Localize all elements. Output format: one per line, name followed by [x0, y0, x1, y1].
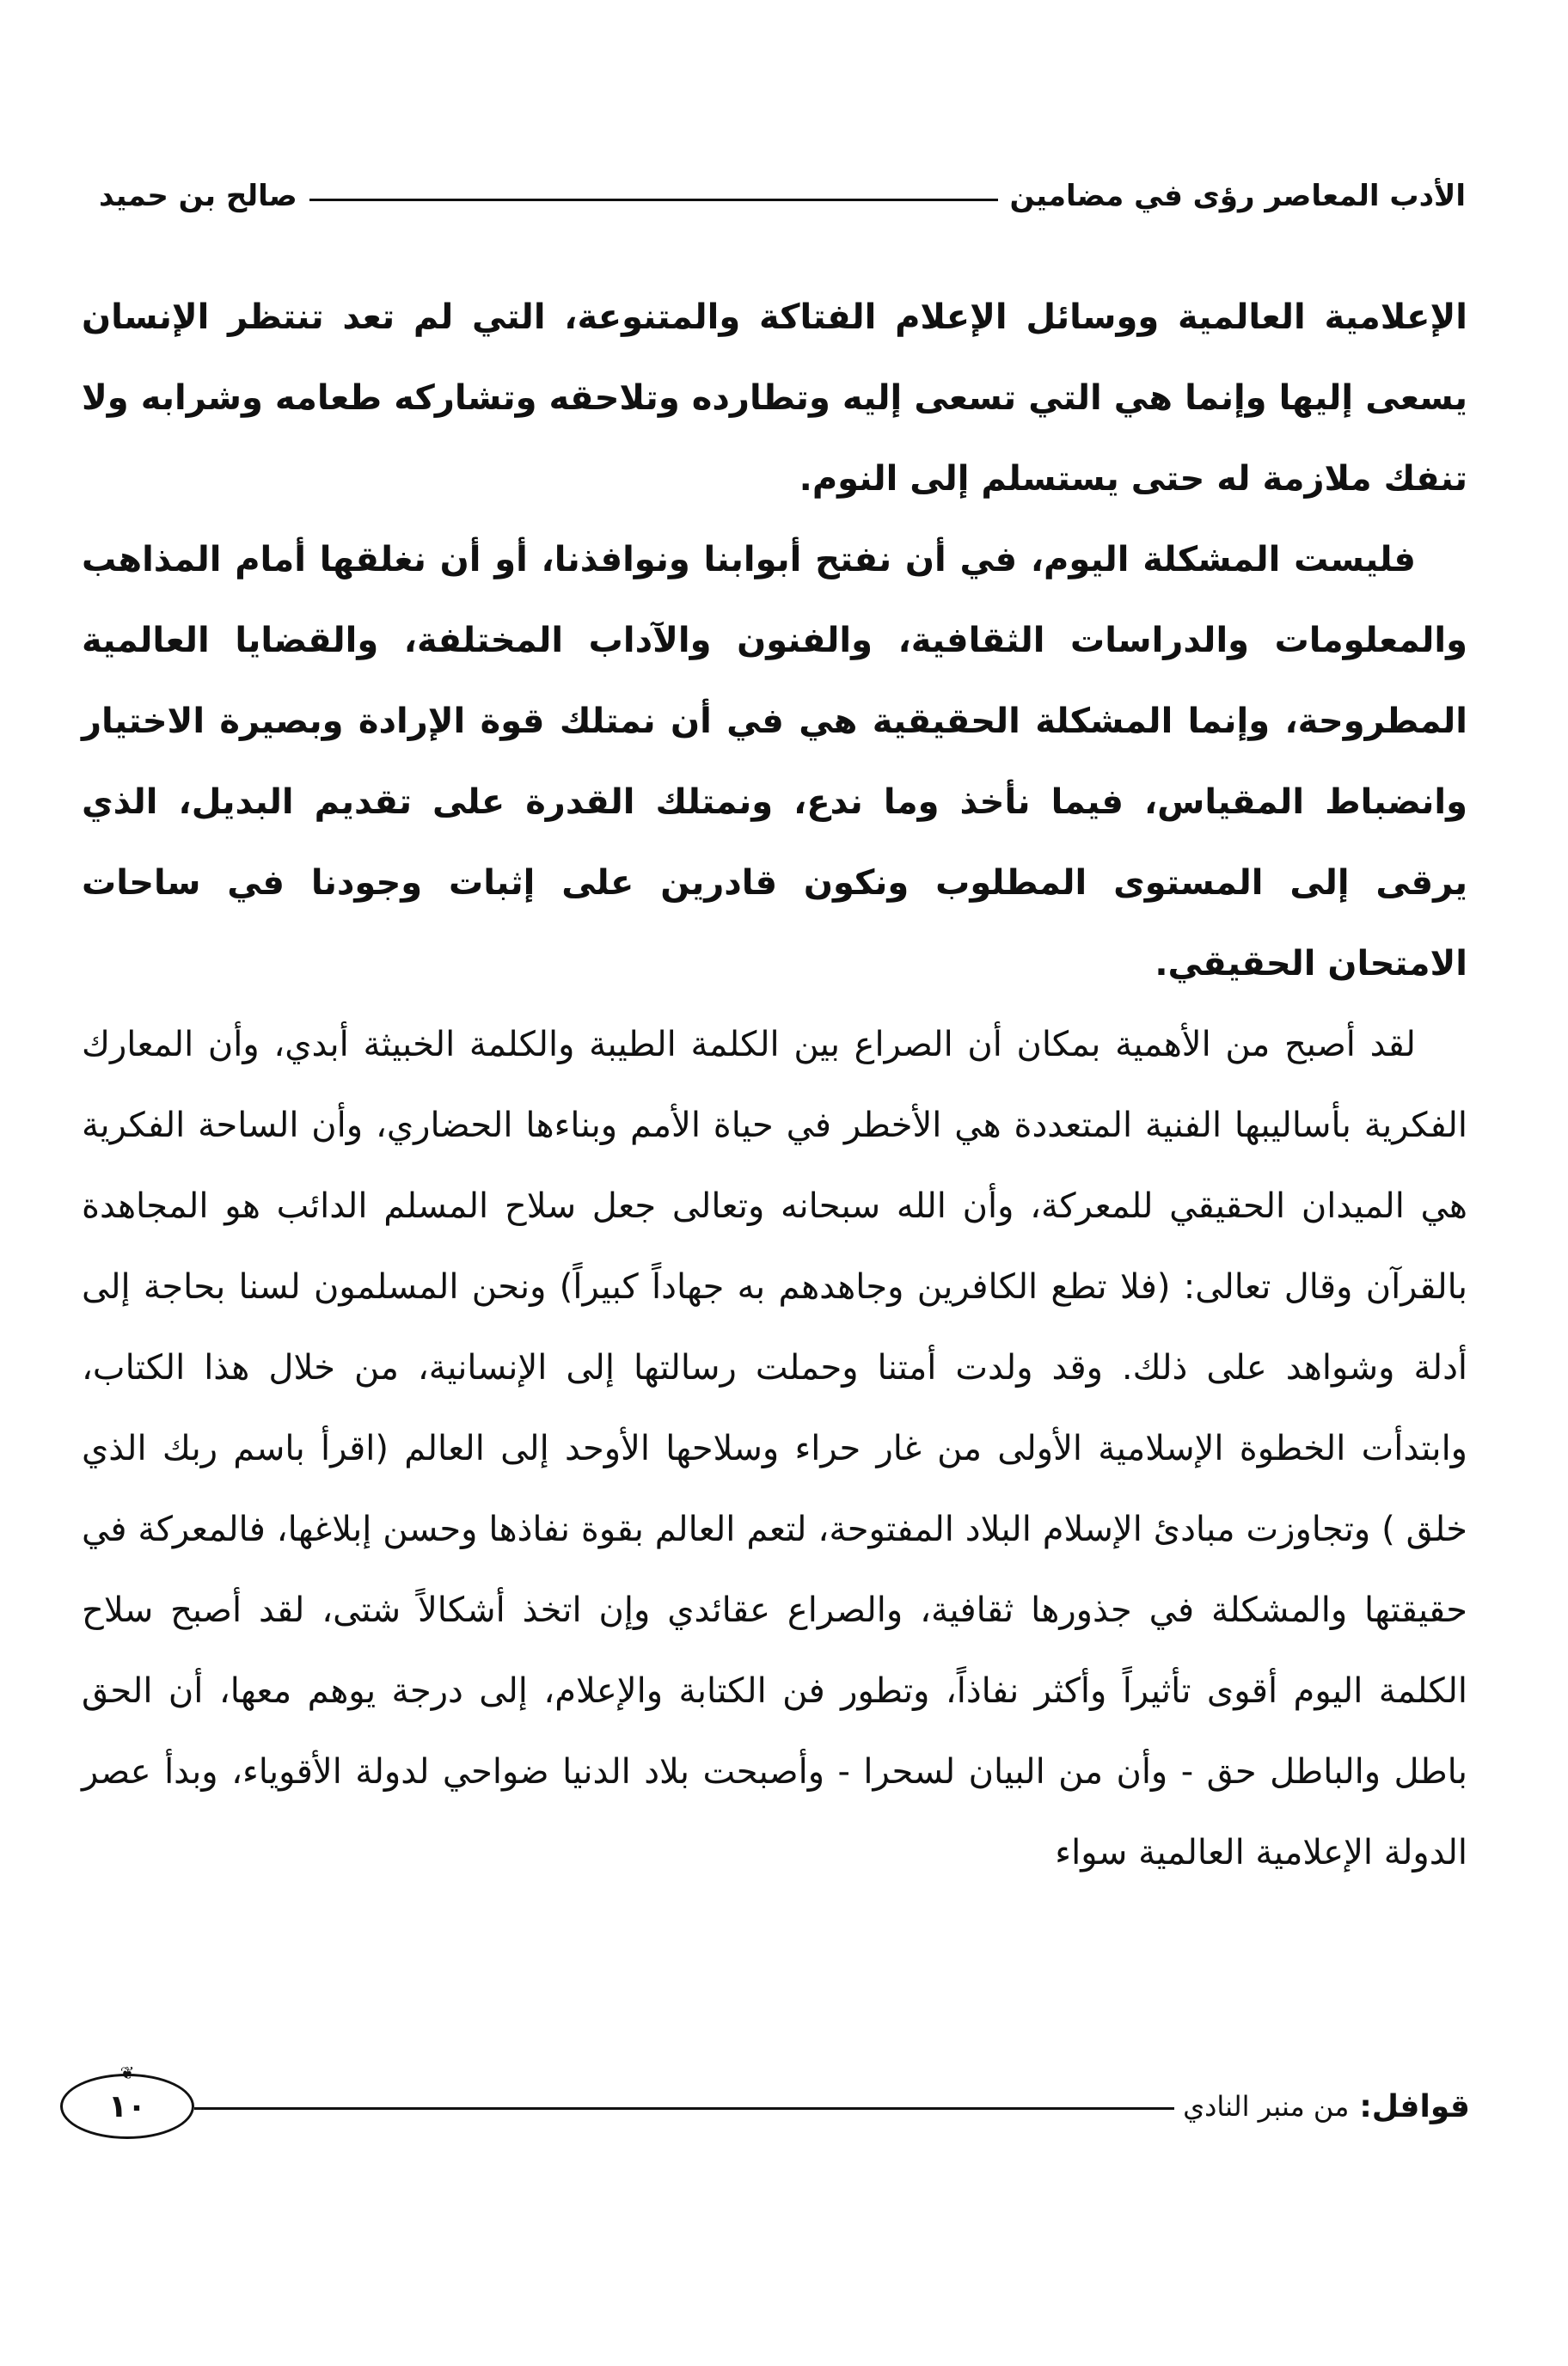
page-footer — [60, 2063, 1470, 2149]
paragraph-2: فليست المشكلة اليوم، في أن نفتح أبوابنا ونوافذنا، أو أن نغلقها أمام المذاهب والمعلومات والدراسات الثقافية، والفنون والآداب المختلفة، والقضايا العالمية المطروحة، وإنما المشكلة الحقيقية هي في أن نمتلك قوة الإرادة وبصيرة الاختيار وانضباط المقياس، فيما نأخذ وما ندع، ونمتلك القدرة على تقديم البديل، الذي يرقى إلى المستوى المطلوب ونكون قادرين على إثبات وجودنا في ساحات الامتحان الحقيقي. — [82, 540, 1467, 984]
page-number-badge — [60, 2063, 194, 2139]
footer-section-name: من منبر النادي — [1183, 2090, 1350, 2123]
page-number: ١٠ — [108, 2088, 146, 2124]
body-text — [82, 277, 1467, 1893]
header-rule — [309, 199, 998, 201]
header-author: صالح بن حميد — [99, 179, 297, 213]
footer-journal-name: قوافل: — [1359, 2088, 1470, 2124]
running-header — [99, 172, 1466, 220]
paragraph-1: الإعلامية العالمية ووسائل الإعلام الفتاكة والمتنوعة، التي لم تعد تنتظر الإنسان يسعى إليها وإنما هي التي تسعى إليه وتطارده وتلاحقه وتشاركه طعامه وشرابه ولا تنفك ملازمة له حتى يستسلم إلى النوم. — [82, 297, 1467, 499]
header-title: الأدب المعاصر رؤى في مضامين — [1009, 179, 1466, 213]
ornament-icon: ❦ — [119, 2063, 135, 2083]
footer-rule — [194, 2107, 1174, 2110]
paragraph-3: لقد أصبح من الأهمية بمكان أن الصراع بين الكلمة الطيبة والكلمة الخبيثة أبدي، وأن المعارك الفكرية بأساليبها الفنية المتعددة هي الأخطر في حياة الأمم وبناءها الحضاري، وأن الساحة الفكرية هي الميدان الحقيقي للمعركة، وأن الله سبحانه وتعالى جعل سلاح المسلم الدائب هو المجاهدة بالقرآن وقال تعالى: (فلا تطع الكافرين وجاهدهم به جهاداً كبيراً) ونحن المسلمون لسنا بحاجة إلى أدلة وشواهد على ذلك. وقد ولدت أمتنا وحملت رسالتها إلى الإنسانية، من خلال هذا الكتاب، وابتدأت الخطوة الإسلامية الأولى من غار حراء وسلاحها الأوحد إلى العالم (اقرأ باسم ربك الذي خلق ) وتجاوزت مبادئ الإسلام البلاد المفتوحة، لتعم العالم بقوة نفاذها وحسن إبلاغها، فالمعركة في حقيقتها والمشكلة في جذورها ثقافية، والصراع عقائدي وإن اتخذ أشكالاً شتى، لقد أصبح سلاح الكلمة اليوم أقوى تأثيراً وأكثر نفاذاً، وتطور فن الكتابة والإعلام، إلى درجة يوهم معها، أن الحق باطل والباطل حق - وأن من البيان لسحرا - وأصبحت بلاد الدنيا ضواحي لدولة الأقوياء، وبدأ عصر الدولة الإعلامية العالمية سواء — [82, 1025, 1467, 1873]
